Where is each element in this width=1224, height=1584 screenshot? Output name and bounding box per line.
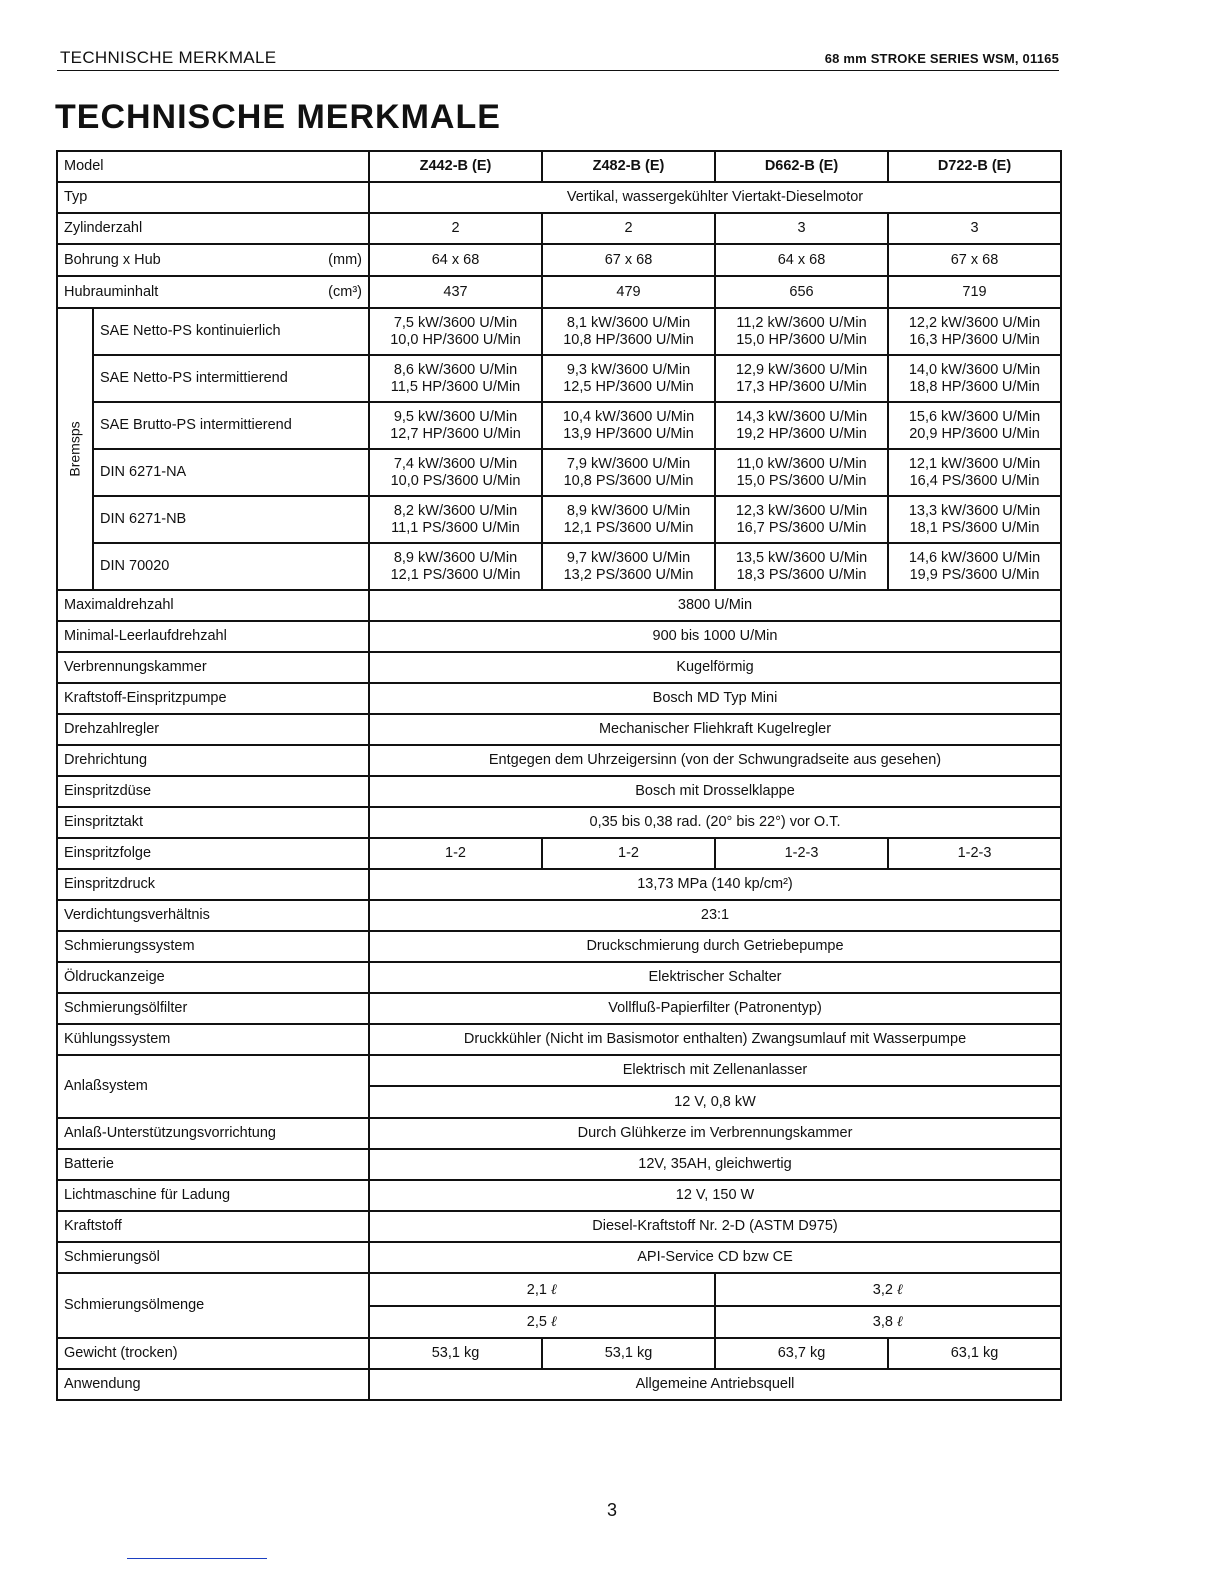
label-text: Hubrauminhalt [64, 283, 159, 300]
power-value [888, 355, 1061, 402]
row-value: Elektrischer Schalter [369, 962, 1061, 993]
power-row [57, 402, 1061, 449]
table-row [57, 1369, 1061, 1400]
power-value [715, 355, 888, 402]
row-label: Lichtmaschine für Ladung [57, 1180, 369, 1211]
table-row [57, 1055, 1061, 1086]
power-kw: 8,1 kW/3600 U/Min [566, 314, 691, 331]
row-label: Batterie [57, 1149, 369, 1180]
power-value [888, 449, 1061, 496]
power-hp: 15,0 HP/3600 U/Min [736, 331, 867, 348]
row-value: Bosch mit Drosselklappe [369, 776, 1061, 807]
power-value [542, 496, 715, 543]
row-value: Allgemeine Antriebsquell [369, 1369, 1061, 1400]
power-hp: 17,3 HP/3600 U/Min [736, 378, 867, 395]
table-row [57, 838, 1061, 869]
row-label: Anwendung [57, 1369, 369, 1400]
power-hp: 11,1 PS/3600 U/Min [391, 519, 520, 536]
oil-amount: 3,2 [872, 1281, 893, 1298]
table-row [57, 590, 1061, 621]
row-value: 63,7 kg [715, 1338, 888, 1369]
row-value: 12 V, 150 W [369, 1180, 1061, 1211]
power-label: SAE Brutto-PS intermittierend [93, 402, 369, 449]
power-hp: 13,2 PS/3600 U/Min [563, 566, 694, 583]
row-value: Elektrisch mit Zellenanlasser [369, 1055, 1061, 1086]
footer-rule [127, 1558, 267, 1559]
table-row [57, 244, 1061, 276]
unit-text: (cm³) [328, 283, 362, 300]
row-value: 1-2 [369, 838, 542, 869]
row-value: 3 [715, 213, 888, 244]
row-value: Vertikal, wassergekühlter Viertakt-Dieselmotor [369, 182, 1061, 213]
row-label [57, 244, 369, 276]
row-value: 2 [369, 213, 542, 244]
power-value [542, 355, 715, 402]
row-value: Diesel-Kraftstoff Nr. 2-D (ASTM D975) [369, 1211, 1061, 1242]
power-kw: 9,5 kW/3600 U/Min [393, 408, 518, 425]
power-hp: 12,5 HP/3600 U/Min [563, 378, 694, 395]
row-label: Schmierungsölmenge [57, 1273, 369, 1338]
row-label: Typ [57, 182, 369, 213]
power-kw: 8,2 kW/3600 U/Min [393, 502, 518, 519]
power-kw: 14,3 kW/3600 U/Min [735, 408, 868, 425]
power-kw: 7,9 kW/3600 U/Min [566, 455, 691, 472]
power-hp: 16,3 HP/3600 U/Min [909, 331, 1040, 348]
row-value: 1-2-3 [888, 838, 1061, 869]
power-kw: 8,9 kW/3600 U/Min [393, 549, 518, 566]
row-label: Einspritzdüse [57, 776, 369, 807]
power-hp: 19,2 HP/3600 U/Min [736, 425, 867, 442]
row-label: Maximaldrehzahl [57, 590, 369, 621]
row-label [57, 276, 369, 308]
power-value [888, 543, 1061, 590]
power-hp: 16,4 PS/3600 U/Min [909, 472, 1040, 489]
power-label: DIN 6271-NA [93, 449, 369, 496]
table-row [57, 621, 1061, 652]
power-hp: 12,7 HP/3600 U/Min [390, 425, 521, 442]
power-hp: 20,9 HP/3600 U/Min [909, 425, 1040, 442]
row-value: 12V, 35AH, gleichwertig [369, 1149, 1061, 1180]
power-value [715, 496, 888, 543]
power-kw: 9,7 kW/3600 U/Min [566, 549, 691, 566]
power-kw: 8,9 kW/3600 U/Min [566, 502, 691, 519]
oil-unit: ℓ [551, 1313, 558, 1330]
row-value: 67 x 68 [888, 244, 1061, 276]
model-header: Z442-B (E) [369, 151, 542, 182]
header-section-title: TECHNISCHE MERKMALE [60, 48, 277, 67]
row-label: Anlaßsystem [57, 1055, 369, 1118]
row-value: 13,73 MPa (140 kp/cm²) [369, 869, 1061, 900]
power-hp: 19,9 PS/3600 U/Min [909, 566, 1040, 583]
power-kw: 13,3 kW/3600 U/Min [908, 502, 1041, 519]
row-value: Bosch MD Typ Mini [369, 683, 1061, 714]
bremsps-label: Bremsps [66, 421, 83, 477]
power-label: DIN 6271-NB [93, 496, 369, 543]
power-value [369, 402, 542, 449]
row-value: 53,1 kg [369, 1338, 542, 1369]
row-value: 64 x 68 [369, 244, 542, 276]
power-value [369, 543, 542, 590]
power-label: SAE Netto-PS intermittierend [93, 355, 369, 402]
power-kw: 14,0 kW/3600 U/Min [908, 361, 1041, 378]
power-value [369, 308, 542, 355]
power-hp: 10,8 HP/3600 U/Min [563, 331, 694, 348]
row-value: 0,35 bis 0,38 rad. (20° bis 22°) vor O.T. [369, 807, 1061, 838]
row-value: 23:1 [369, 900, 1061, 931]
power-hp: 15,0 PS/3600 U/Min [736, 472, 867, 489]
table-row [57, 962, 1061, 993]
spec-table [56, 150, 1062, 1401]
table-row [57, 931, 1061, 962]
row-label: Gewicht (trocken) [57, 1338, 369, 1369]
power-hp: 18,3 PS/3600 U/Min [736, 566, 867, 583]
power-kw: 12,1 kW/3600 U/Min [908, 455, 1041, 472]
power-kw: 8,6 kW/3600 U/Min [393, 361, 518, 378]
table-row [57, 213, 1061, 244]
power-row [57, 355, 1061, 402]
power-kw: 12,9 kW/3600 U/Min [735, 361, 868, 378]
power-value [369, 355, 542, 402]
power-hp: 12,1 PS/3600 U/Min [390, 566, 521, 583]
model-header: D722-B (E) [888, 151, 1061, 182]
row-value: 1-2 [542, 838, 715, 869]
power-value [542, 449, 715, 496]
power-kw: 12,3 kW/3600 U/Min [735, 502, 868, 519]
row-label: Einspritzdruck [57, 869, 369, 900]
table-row [57, 652, 1061, 683]
oil-unit: ℓ [551, 1280, 558, 1298]
row-value: API-Service CD bzw CE [369, 1242, 1061, 1273]
row-value: Kugelförmig [369, 652, 1061, 683]
power-kw: 7,5 kW/3600 U/Min [393, 314, 518, 331]
power-hp: 18,1 PS/3600 U/Min [909, 519, 1040, 536]
power-value [888, 308, 1061, 355]
power-kw: 7,4 kW/3600 U/Min [393, 455, 518, 472]
bremsps-group [57, 308, 93, 590]
header-row [57, 151, 1061, 182]
row-value: Druckkühler (Nicht im Basismotor enthalten) Zwangsumlauf mit Wasserpumpe [369, 1024, 1061, 1055]
power-value [715, 543, 888, 590]
table-row [57, 776, 1061, 807]
power-value [715, 402, 888, 449]
row-value: 3800 U/Min [369, 590, 1061, 621]
power-hp: 18,8 HP/3600 U/Min [909, 378, 1040, 395]
oil-value [715, 1273, 1061, 1306]
table-row [57, 182, 1061, 213]
row-label: Kraftstoff-Einspritzpumpe [57, 683, 369, 714]
row-label: Minimal-Leerlaufdrehzahl [57, 621, 369, 652]
row-label: Kühlungssystem [57, 1024, 369, 1055]
power-row [57, 543, 1061, 590]
table-row [57, 1273, 1061, 1306]
oil-amount: 2,1 [526, 1281, 547, 1298]
power-kw: 12,2 kW/3600 U/Min [908, 314, 1041, 331]
power-hp: 12,1 PS/3600 U/Min [563, 519, 694, 536]
oil-value [369, 1273, 715, 1306]
row-value: 3 [888, 213, 1061, 244]
power-hp: 10,0 HP/3600 U/Min [390, 331, 521, 348]
row-label: Einspritzfolge [57, 838, 369, 869]
power-value [542, 308, 715, 355]
oil-amount: 3,8 [872, 1314, 893, 1330]
row-label: Öldruckanzeige [57, 962, 369, 993]
table-row [57, 1211, 1061, 1242]
row-label: Drehzahlregler [57, 714, 369, 745]
row-value: 437 [369, 276, 542, 308]
oil-value [715, 1306, 1061, 1338]
table-row [57, 993, 1061, 1024]
power-value [369, 449, 542, 496]
table-row [57, 714, 1061, 745]
row-value: 1-2-3 [715, 838, 888, 869]
row-value: 479 [542, 276, 715, 308]
table-row [57, 1149, 1061, 1180]
row-value: Druckschmierung durch Getriebepumpe [369, 931, 1061, 962]
model-header: Z482-B (E) [542, 151, 715, 182]
power-value [542, 402, 715, 449]
power-value [888, 402, 1061, 449]
unit-text: (mm) [328, 251, 362, 268]
row-value: 12 V, 0,8 kW [369, 1086, 1061, 1118]
table-row [57, 869, 1061, 900]
table-row [57, 745, 1061, 776]
power-row [57, 496, 1061, 543]
model-header: D662-B (E) [715, 151, 888, 182]
power-value [369, 496, 542, 543]
power-hp: 10,0 PS/3600 U/Min [390, 472, 521, 489]
oil-amount: 2,5 [526, 1314, 547, 1330]
row-value: 67 x 68 [542, 244, 715, 276]
row-label: Kraftstoff [57, 1211, 369, 1242]
oil-unit: ℓ [897, 1313, 904, 1330]
row-value: Durch Glühkerze im Verbrennungskammer [369, 1118, 1061, 1149]
power-kw: 13,5 kW/3600 U/Min [735, 549, 868, 566]
table-row [57, 900, 1061, 931]
row-value: 656 [715, 276, 888, 308]
row-value: Mechanischer Fliehkraft Kugelregler [369, 714, 1061, 745]
row-value: 2 [542, 213, 715, 244]
power-value [715, 308, 888, 355]
row-value: 64 x 68 [715, 244, 888, 276]
table-row [57, 276, 1061, 308]
row-value: 900 bis 1000 U/Min [369, 621, 1061, 652]
power-label: DIN 70020 [93, 543, 369, 590]
row-value: Entgegen dem Uhrzeigersinn (von der Schwungradseite aus gesehen) [369, 745, 1061, 776]
page-title: TECHNISCHE MERKMALE [55, 98, 501, 136]
label-text: Bohrung x Hub [64, 251, 161, 268]
power-kw: 14,6 kW/3600 U/Min [908, 549, 1041, 566]
row-label: Schmierungssystem [57, 931, 369, 962]
row-value: 53,1 kg [542, 1338, 715, 1369]
page-number: 3 [606, 1500, 617, 1520]
running-header [57, 48, 1059, 71]
power-value [542, 543, 715, 590]
power-label: SAE Netto-PS kontinuierlich [93, 308, 369, 355]
power-kw: 15,6 kW/3600 U/Min [908, 408, 1041, 425]
power-row [57, 308, 1061, 355]
row-label: Schmierungsölfilter [57, 993, 369, 1024]
row-value: 63,1 kg [888, 1338, 1061, 1369]
power-hp: 10,8 PS/3600 U/Min [563, 472, 694, 489]
oil-unit: ℓ [897, 1280, 904, 1298]
oil-value [369, 1306, 715, 1338]
row-value: Vollfluß-Papierfilter (Patronentyp) [369, 993, 1061, 1024]
power-row [57, 449, 1061, 496]
power-value [715, 449, 888, 496]
power-kw: 11,0 kW/3600 U/Min [736, 455, 867, 472]
power-hp: 16,7 PS/3600 U/Min [736, 519, 867, 536]
table-row [57, 683, 1061, 714]
power-value [888, 496, 1061, 543]
row-value: 719 [888, 276, 1061, 308]
row-label: Anlaß-Unterstützungsvorrichtung [57, 1118, 369, 1149]
row-label: Verbrennungskammer [57, 652, 369, 683]
power-kw: 10,4 kW/3600 U/Min [562, 408, 695, 425]
row-label: Drehrichtung [57, 745, 369, 776]
row-label: Einspritztakt [57, 807, 369, 838]
power-hp: 13,9 HP/3600 U/Min [563, 425, 694, 442]
table-row [57, 1242, 1061, 1273]
table-row [57, 1118, 1061, 1149]
model-label: Model [57, 151, 369, 182]
table-row [57, 1338, 1061, 1369]
power-hp: 11,5 HP/3600 U/Min [390, 378, 521, 395]
table-row [57, 1024, 1061, 1055]
table-row [57, 1180, 1061, 1211]
row-label: Schmierungsöl [57, 1242, 369, 1273]
power-kw: 9,3 kW/3600 U/Min [566, 361, 691, 378]
header-series-code: 68 mm STROKE SERIES WSM, 01165 [824, 51, 1059, 66]
power-kw: 11,2 kW/3600 U/Min [736, 314, 867, 331]
table-row [57, 807, 1061, 838]
row-label: Verdichtungsverhältnis [57, 900, 369, 931]
row-label: Zylinderzahl [57, 213, 369, 244]
